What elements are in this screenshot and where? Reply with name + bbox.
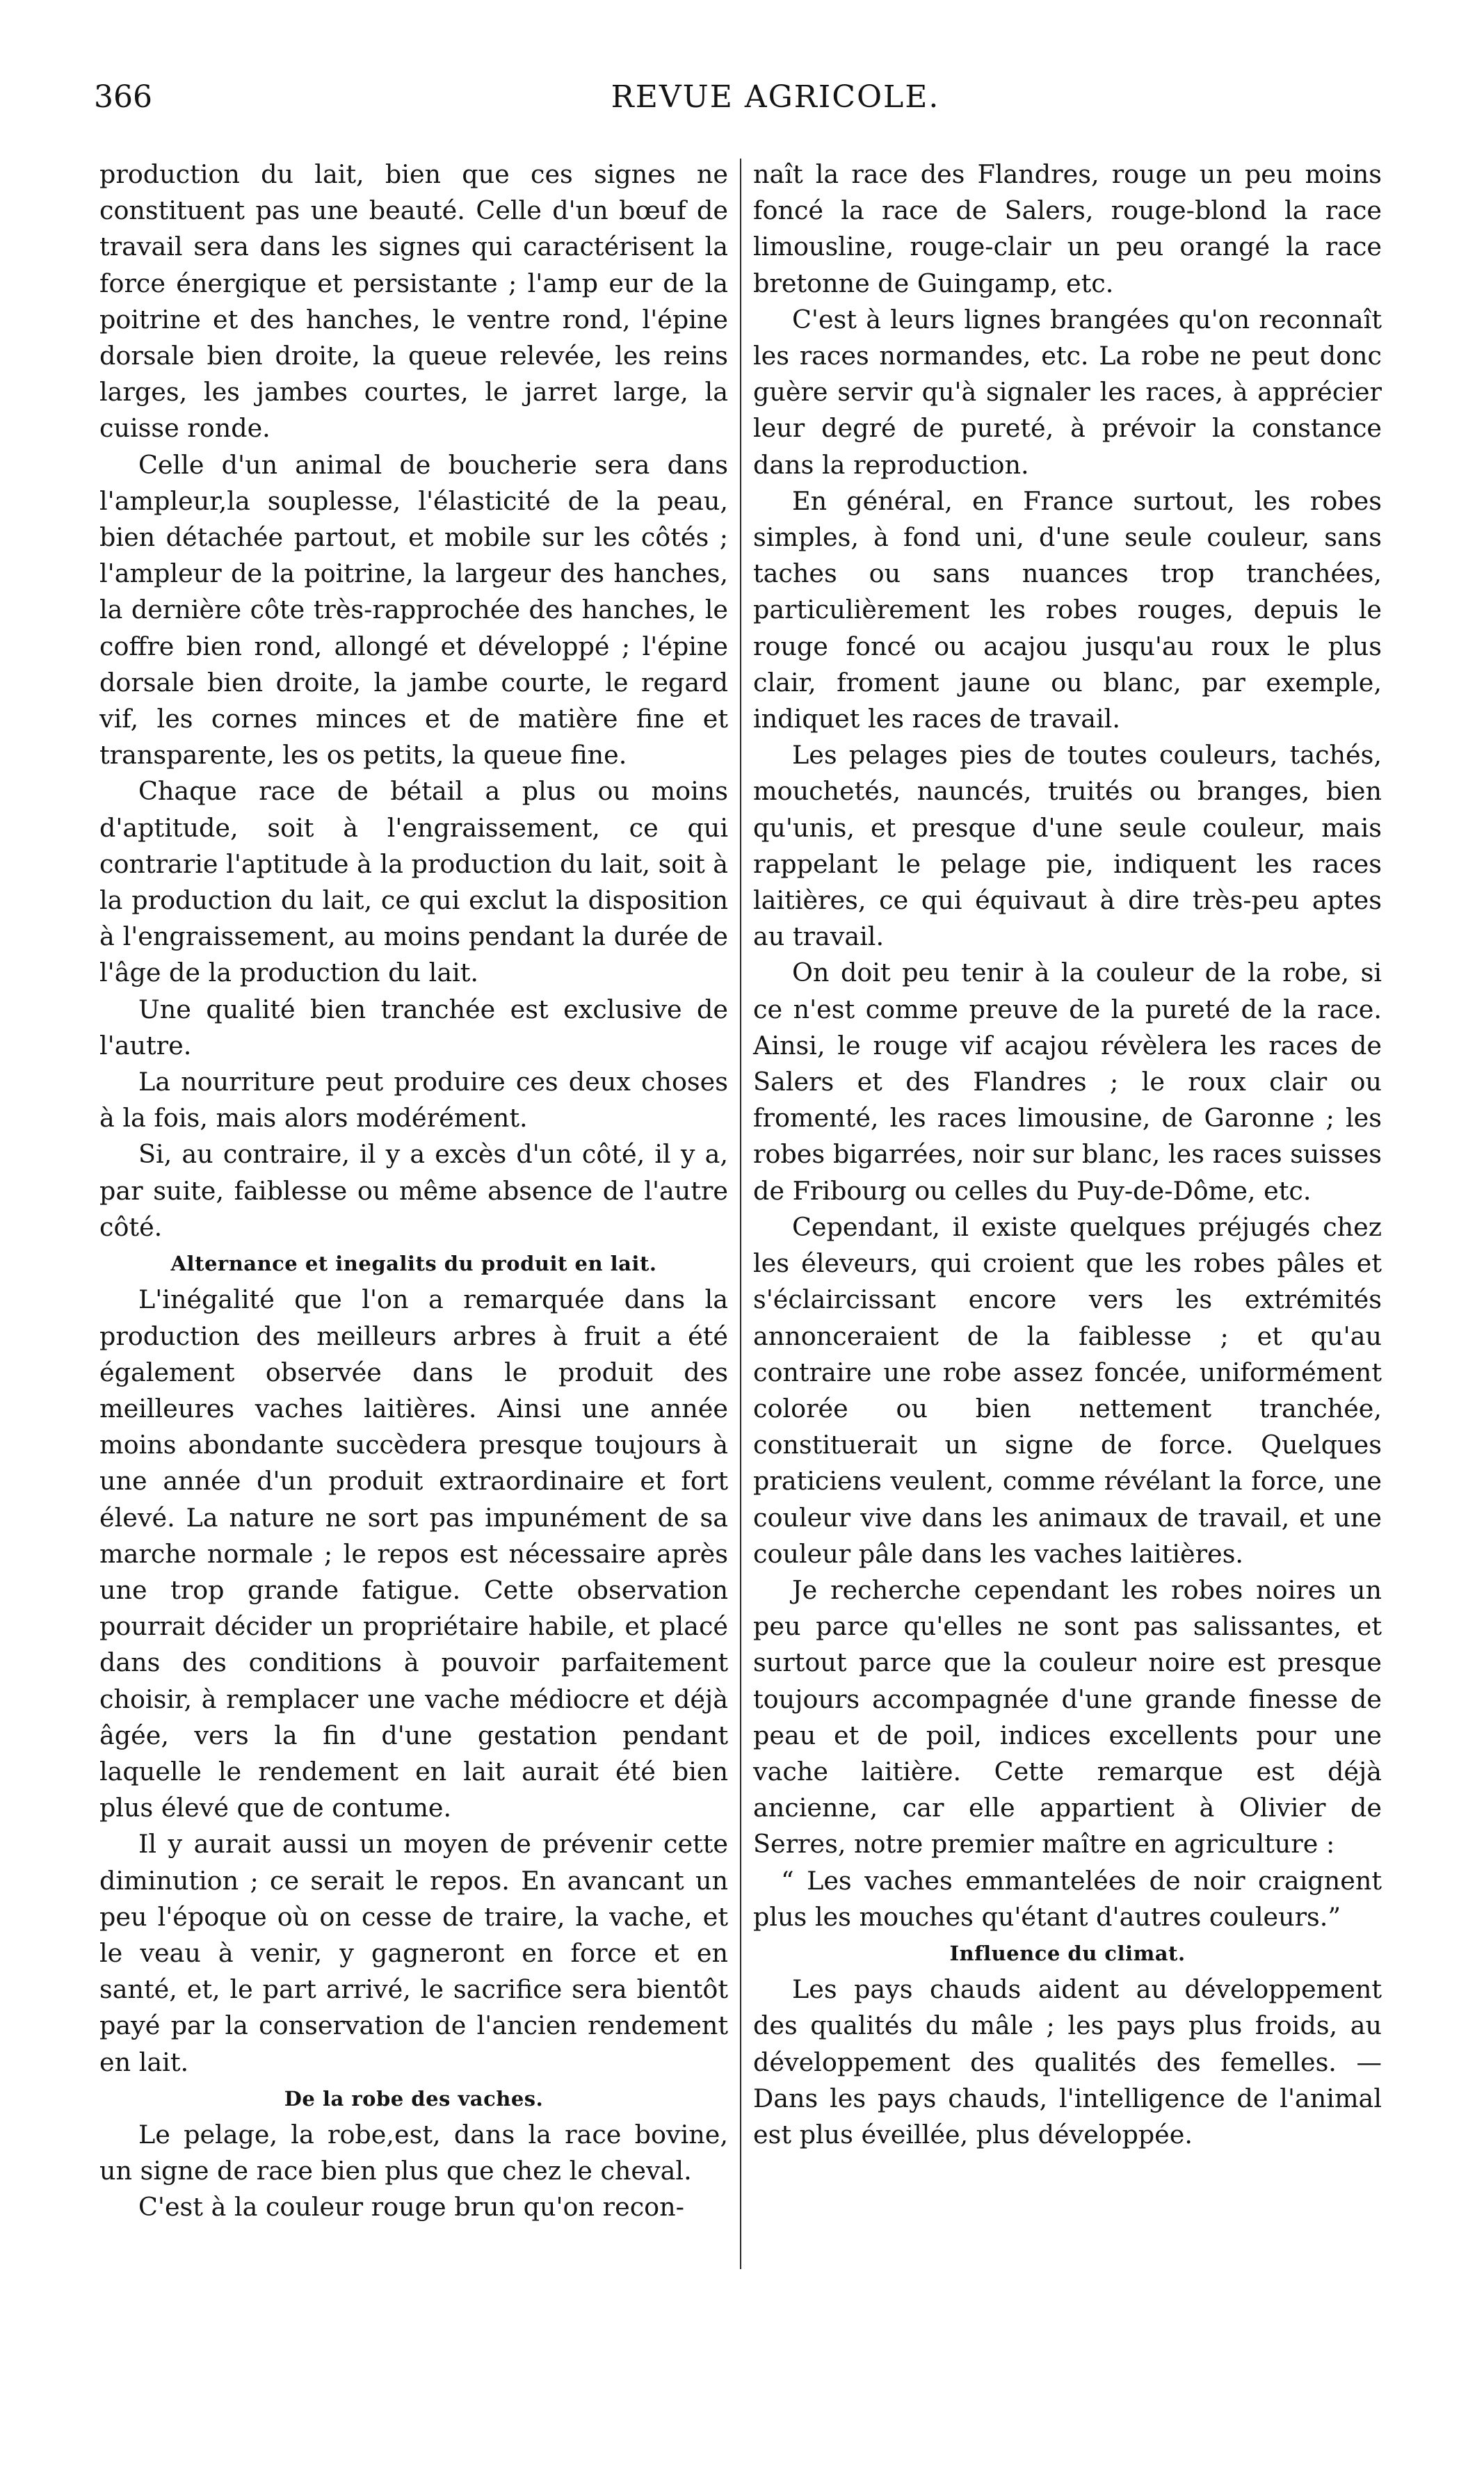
section-heading: Influence du climat. bbox=[949, 1941, 1186, 1965]
paragraph: C'est à leurs lignes brangées qu'on reconnaît les races normandes, etc. La robe ne peut donc guère servir qu'à signaler les races, à apprécier leur degré de pureté, à prévoir la constance dans la reproduction. bbox=[753, 304, 1382, 480]
paragraph: Celle d'un animal de boucherie sera dans l'ampleur,la souplesse, l'élasticité de la peau, bien détachée partout, et mobile sur les côtés ; l'ampleur de la poitrine, la largeur des hanches, la dernière côte très-rapprochée des hanches, le coffre bien rond, allongé et développé ; l'épine dorsale bien droite, la jambe courte, le regard vif, les cornes minces et de matière fine et transparente, les os petits, la queue fine. bbox=[99, 449, 728, 771]
paragraph: Si, au contraire, il y a excès d'un côté, il y a, par suite, faiblesse ou même absence de l'autre côté. bbox=[99, 1139, 728, 1242]
paragraph: production du lait, bien que ces signes ne constituent pas une beauté. Celle d'un bœuf de travail sera dans les signes qui caractérisent la force énergique et persistante ; l'amp eur de la poitrine et des hanches, le ventre rond, l'épine dorsale bien droite, la queue relevée, les reins larges, les jambes courtes, le jarret large, la cuisse ronde. bbox=[99, 159, 728, 444]
left-column bbox=[99, 156, 728, 2226]
section-heading: Alternance et inegalits du produit en lait. bbox=[170, 1252, 657, 1276]
paragraph: C'est à la couleur rouge brun qu'on recon- bbox=[138, 2192, 684, 2223]
paragraph: Le pelage, la robe,est, dans la race bovine, un signe de race bien plus que chez le cheval. bbox=[99, 2119, 728, 2186]
paragraph: La nourriture peut produire ces deux choses à la fois, mais alors modérément. bbox=[99, 1067, 728, 1134]
right-column bbox=[753, 156, 1382, 2153]
paragraph: Une qualité bien tranchée est exclusive de l'autre. bbox=[99, 994, 728, 1060]
page-number: 366 bbox=[94, 79, 152, 115]
quotation: “ Les vaches emmantelées de noir craignent plus les mouches qu'étant d'autres couleurs.” bbox=[753, 1865, 1382, 1932]
paragraph: Cependant, il existe quelques préjugés chez les éleveurs, qui croient que les robes pâles et s'éclaircissant encore vers les extrémités annonceraient de la faiblesse ; et qu'au contraire une robe assez foncée, uniformément colorée ou bien nettement tranchée, constituerait un signe de force. Quelques praticiens veulent, comme révélant la force, une couleur vive dans les animaux de travail, et une couleur pâle dans les vaches laitières. bbox=[753, 1211, 1382, 1569]
section-heading: De la robe des vaches. bbox=[284, 2086, 544, 2111]
column-divider bbox=[740, 159, 741, 2269]
paragraph: L'inégalité que l'on a remarquée dans la production des meilleurs arbres à fruit a été également observée dans le produit des meilleures vaches laitières. Ainsi une année moins abondante succèdera presque toujours à une année d'un produit extraordinaire et fort élevé. La nature ne sort pas impunément de sa marche normale ; le repos est nécessaire après une trop grande fatigue. Cette observation pourrait décider un propriétaire habile, et placé dans des conditions à pouvoir parfaitement choisir, à remplacer une vache médiocre et déjà âgée, vers la fin d'une gestation pendant laquelle le rendement en lait aurait été bien plus élevé que de contume. bbox=[99, 1284, 728, 1823]
paragraph: Je recherche cependant les robes noires un peu parce qu'elles ne sont pas salissantes, et surtout parce que la couleur noire est presque toujours accompagnée d'une grande finesse de peau et de poil, indices excellents pour une vache laitière. Cette remarque est déjà ancienne, car elle appartient à Olivier de Serres, notre premier maître en agriculture : bbox=[753, 1574, 1382, 1860]
paragraph: Chaque race de bétail a plus ou moins d'aptitude, soit à l'engraissement, ce qui contrarie l'aptitude à la production du lait, soit à la production du lait, ce qui exclut la disposition à l'engraissement, au moins pendant la durée de l'âge de la production du lait. bbox=[99, 776, 728, 988]
paragraph: Les pays chauds aident au développement des qualités du mâle ; les pays plus froids, au développement des qualités des femelles. —Dans les pays chauds, l'intelligence de l'animal est plus éveillée, plus développée. bbox=[753, 1974, 1382, 2150]
paragraph: Il y aurait aussi un moyen de prévenir cette diminution ; ce serait le repos. En avancant un peu l'époque où on cesse de traire, la vache, et le veau à venir, y gagneront en force et en santé, et, le part arrivé, le sacrifice sera bientôt payé par la conservation de l'ancien rendement en lait. bbox=[99, 1829, 728, 2077]
paragraph: naît la race des Flandres, rouge un peu moins foncé la race de Salers, rouge-blond la race limousline, rouge-clair un peu orangé la race bretonne de Guingamp, etc. bbox=[753, 159, 1382, 298]
page-header bbox=[94, 76, 1457, 125]
paragraph: En général, en France surtout, les robes simples, à fond uni, d'une seule couleur, sans taches ou sans nuances trop tranchées, particulièrement les robes rouges, depuis le rouge foncé ou acajou jusqu'au roux le plus clair, froment jaune ou blanc, par exemple, indiquet les races de travail. bbox=[753, 485, 1382, 734]
running-title: REVUE AGRICOLE. bbox=[611, 79, 940, 115]
paragraph: On doit peu tenir à la couleur de la robe, si ce n'est comme preuve de la pureté de la race. Ainsi, le rouge vif acajou révèlera les races de Salers et des Flandres ; le roux clair ou fromenté, les races limousine, de Garonne ; les robes bigarrées, noir sur blanc, les races suisses de Fribourg ou celles du Puy-de-Dôme, etc. bbox=[753, 958, 1382, 1206]
paragraph: Les pelages pies de toutes couleurs, tachés, mouchetés, nauncés, truités ou branges, bien qu'unis, et presque d'une seule couleur, mais rappelant le pelage pie, indiquent les races laitières, ce qui équivaut à dire très-peu aptes au travail. bbox=[753, 740, 1382, 952]
